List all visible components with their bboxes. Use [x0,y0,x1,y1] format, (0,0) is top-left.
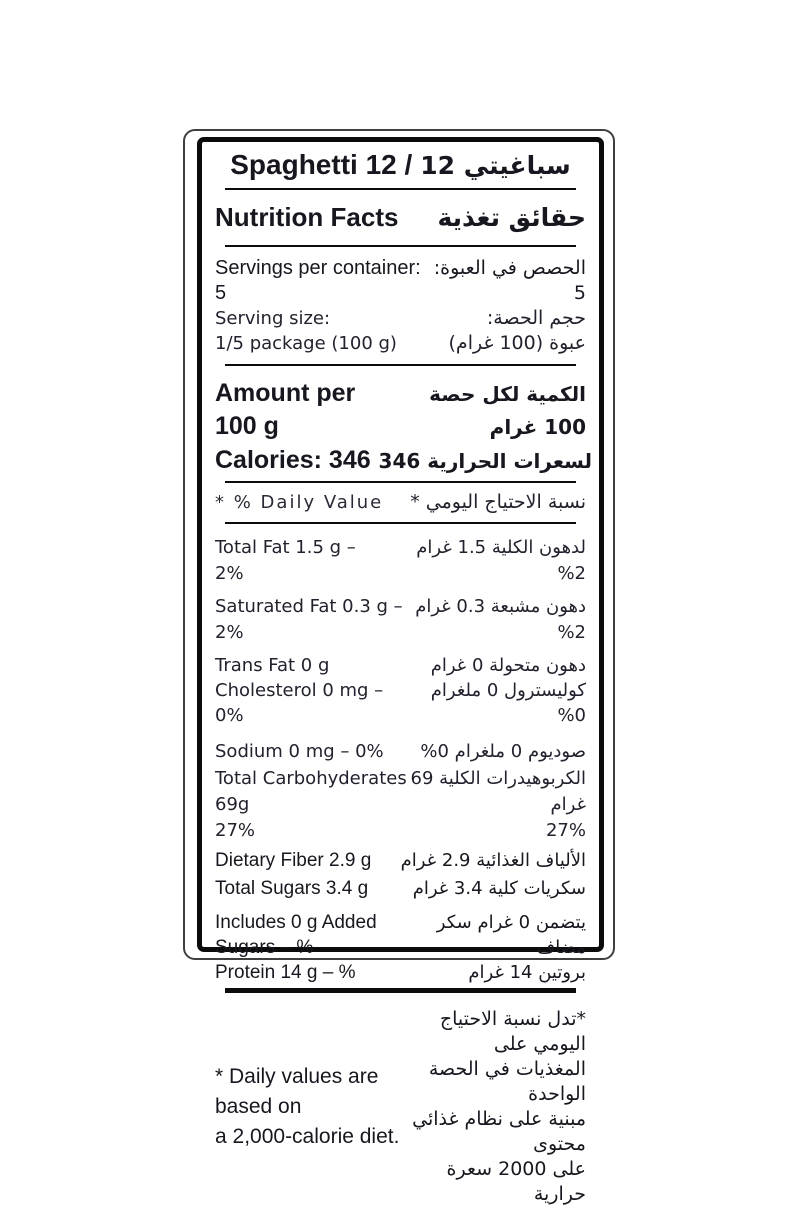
calories-en: Calories: 346 [215,446,371,474]
added-sugars-en: Includes 0 g Added Sugars – % [215,912,377,958]
total-fat-en: Total Fat 1.5 g – 2% [215,537,356,584]
nutrition-facts-title-ar: حقائق تغذية [437,203,586,232]
footnote-en-line2: a 2,000-calorie diet. [215,1125,400,1148]
nutrient-row-protein [215,960,586,985]
servings-per-container-en: Servings per container: 5 [215,257,421,304]
nutrient-row-trans-fat [215,653,586,678]
cholesterol-en: Cholesterol 0 mg – 0% [215,680,384,726]
dietary-fiber-ar: الألياف الغذائية 2.9 غرام [400,850,586,871]
total-carbohydrates-ar-line2: 27% [545,820,586,841]
total-carbohydrates-en [215,766,407,844]
total-carbohydrates-en-line2: 27% [215,820,256,841]
calories-row [215,444,592,478]
trans-fat-ar: دهون متحولة 0 غرام [430,655,586,676]
saturated-fat-en: Saturated Fat 0.3 g – 2% [215,596,403,643]
total-carbohydrates-ar [407,766,586,844]
total-sugars-en: Total Sugars 3.4 g [215,878,369,899]
divider [225,522,576,524]
footnote-ar-line4: على 2000 سعرة حرارية [446,1158,586,1205]
nutrient-row-sodium [215,739,586,764]
amount-per-ar: الكمية لكل حصة 100 غرام [429,382,586,439]
footnote-ar [405,1007,586,1207]
footnote-ar-line3: مبنية على نظام غذائي محتوى [412,1108,586,1155]
product-title-ar: سباغيتي 12 [420,150,571,180]
package-size-ar: عبوة (100 غرام) [448,332,586,354]
divider [225,364,576,366]
total-carbohydrates-ar-line1: الكربوهيدرات الكلية 69 غرام [410,768,586,815]
divider [225,245,576,247]
nutrition-facts-title-en: Nutrition Facts [215,202,399,232]
daily-value-header-row [215,483,586,522]
sodium-en: Sodium 0 mg – 0% [215,741,384,762]
trans-fat-en: Trans Fat 0 g [215,655,330,676]
added-sugars-ar: يتضمن 0 غرام سكر مضاف [436,912,586,958]
daily-value-header-en: * % Daily Value [215,492,384,513]
protein-en: Protein 14 g – % [215,962,356,983]
product-title-en: Spaghetti 12 / [230,149,413,180]
package-size-row [215,331,586,356]
footnote-en [215,1062,405,1152]
serving-size-en: Serving size: [215,308,331,329]
serving-size-row [215,306,586,331]
cholesterol-ar: كوليسترول 0 ملغرام 0% [430,680,586,726]
divider-thick [225,988,576,993]
sodium-ar: صوديوم 0 ملغرام 0% [420,741,586,762]
nutrition-facts-header [215,190,586,245]
total-sugars-ar: سكريات كلية 3.4 غرام [412,878,586,899]
amount-per-row [215,377,586,444]
nutrient-row-total-carbohydrates [215,766,586,844]
nutrient-row-saturated-fat [215,594,586,646]
total-carbohydrates-en-line1: Total Carbohyderates 69g [215,768,407,815]
label-inner-box [197,137,604,1205]
product-title [215,142,586,188]
footnote-ar-line1: *تدل نسبة الاحتياج اليومي على [439,1008,586,1055]
protein-ar: بروتين 14 غرام [468,962,586,983]
daily-value-header-ar: نسبة الاحتياج اليومي * [410,491,586,513]
total-fat-ar: لدهون الكلية 1.5 غرام 2% [416,537,586,584]
dietary-fiber-en: Dietary Fiber 2.9 g [215,850,372,871]
nutrient-row-added-sugars [215,910,586,960]
label-outer-frame [183,129,615,1205]
package-size-en: 1/5 package (100 g) [215,333,397,354]
calories-ar: لسعرات الحرارية 346 [378,449,592,473]
nutrient-row-dietary-fiber [215,847,586,875]
servings-per-container-ar: الحصص في العبوة: 5 [433,257,586,304]
nutrient-row-total-fat [215,535,586,587]
footnote-ar-line2: المغذيات في الحصة الواحدة [428,1058,586,1105]
amount-per-en: Amount per 100 g [215,379,356,440]
nutrient-row-total-sugars [215,875,586,903]
nutrient-row-cholesterol [215,678,586,728]
saturated-fat-ar: دهون مشبعة 0.3 غرام 2% [415,596,586,643]
footnote [215,1007,586,1207]
serving-size-ar: حجم الحصة: [486,307,586,329]
servings-per-container-row [215,256,586,306]
footnote-en-line1: * Daily values are based on [215,1065,379,1118]
